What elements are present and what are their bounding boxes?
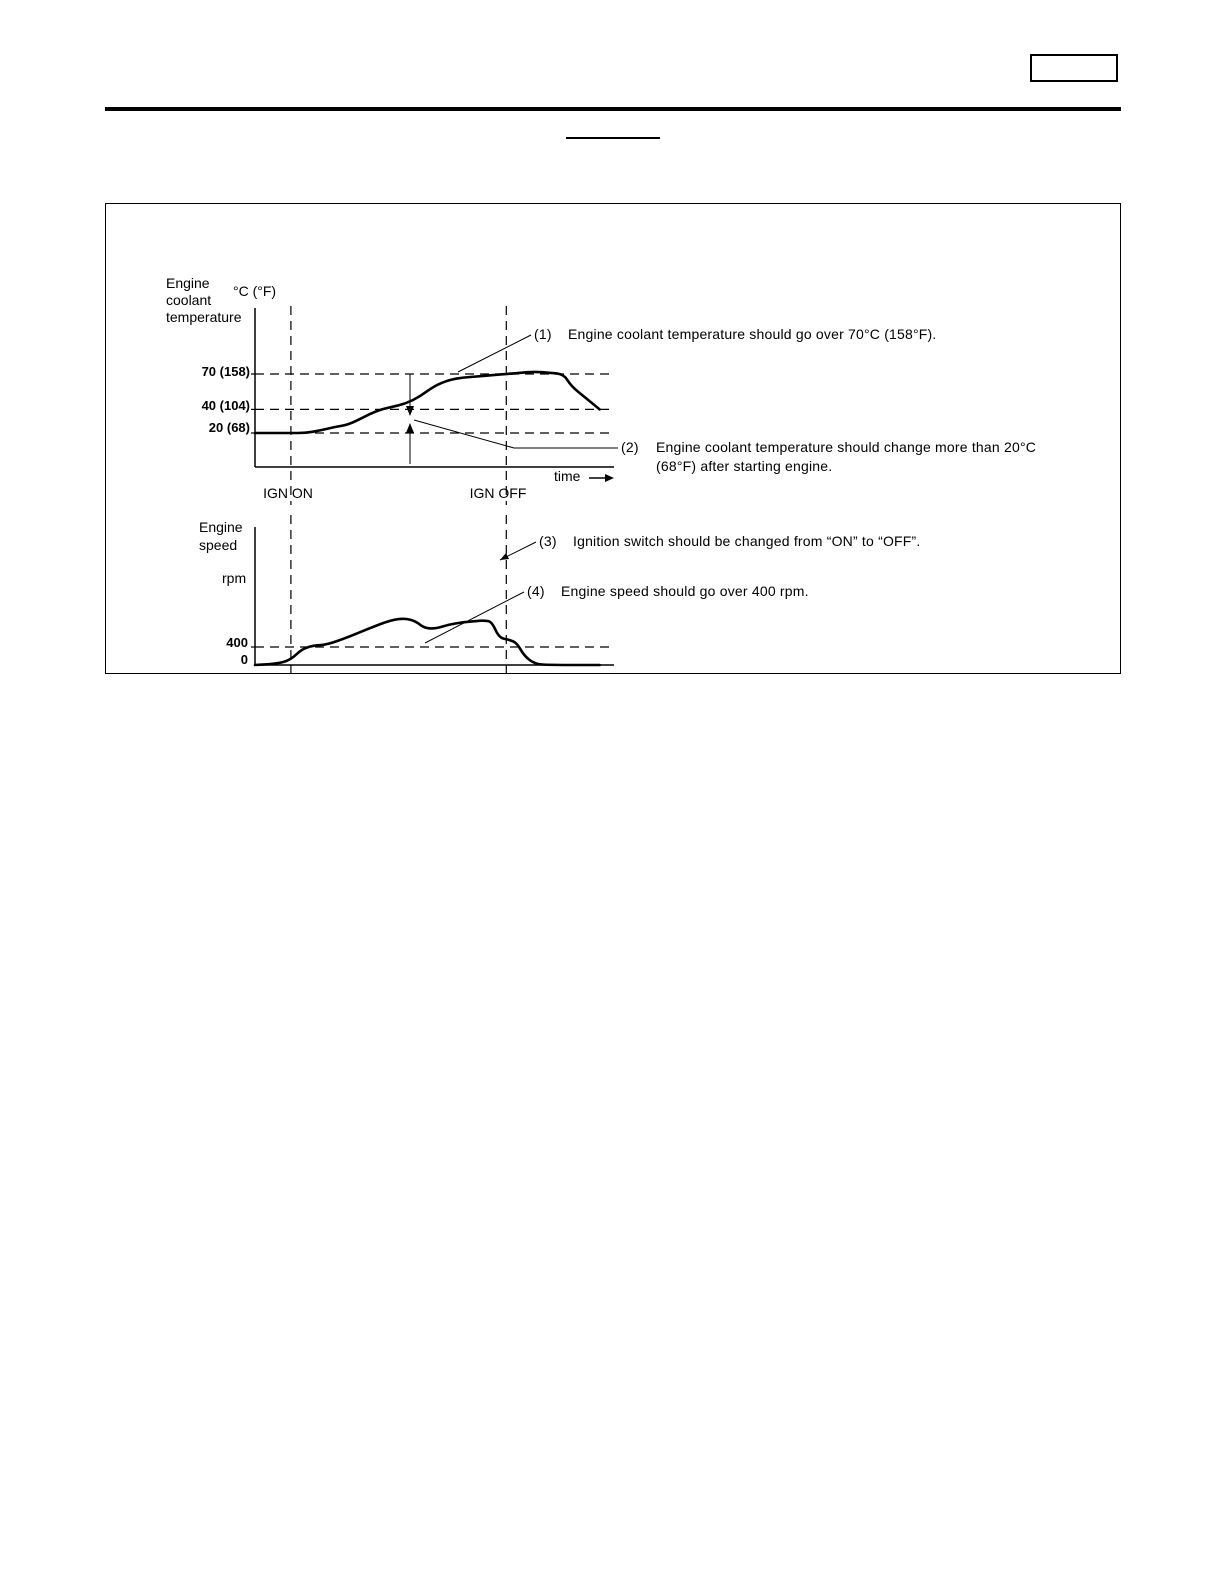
temp-tick-70: 70 (158) bbox=[201, 364, 250, 379]
note-3-label: (3) bbox=[539, 533, 557, 549]
note-4-label: (4) bbox=[527, 583, 545, 599]
temp-ylabel-line2: coolant bbox=[166, 292, 212, 308]
note-3-arrowhead bbox=[500, 553, 509, 560]
speed-tick-400: 400 bbox=[226, 635, 248, 650]
temp-ylabel-line3: temperature bbox=[166, 309, 242, 325]
delta-arrow-lower-head bbox=[406, 423, 414, 433]
note-2-label: (2) bbox=[621, 439, 639, 455]
temp-unit-label: °C (°F) bbox=[233, 283, 277, 299]
note-2-text-line2: (68°F) after starting engine. bbox=[656, 458, 833, 474]
speed-tick-0: 0 bbox=[240, 652, 248, 667]
speed-ylabel-line2: speed bbox=[199, 537, 238, 553]
speed-plot-area bbox=[251, 515, 614, 673]
delta-arrow-upper-head bbox=[406, 406, 414, 416]
temp-ylabel-line1: Engine bbox=[166, 275, 210, 291]
ign-on-label: IGN ON bbox=[263, 485, 313, 501]
time-axis-label: time bbox=[554, 468, 581, 484]
note-3-text: Ignition switch should be changed from “ON” to “OFF”. bbox=[573, 533, 921, 549]
note-4-leader bbox=[425, 592, 524, 643]
speed-unit-label: rpm bbox=[222, 570, 247, 586]
ign-off-label: IGN OFF bbox=[469, 485, 527, 501]
note-4-text: Engine speed should go over 400 rpm. bbox=[561, 583, 809, 599]
note-1-label: (1) bbox=[534, 326, 552, 342]
note-1-leader bbox=[458, 335, 531, 372]
note-1-text: Engine coolant temperature should go over 70°C (158°F). bbox=[568, 326, 937, 342]
temp-tick-20: 20 (68) bbox=[208, 420, 250, 435]
speed-ylabel-line1: Engine bbox=[199, 519, 243, 535]
temp-tick-40: 40 (104) bbox=[201, 398, 250, 413]
time-arrow-head bbox=[605, 474, 614, 482]
note-2-text-line1: Engine coolant temperature should change more than 20°C bbox=[656, 439, 1037, 455]
note-2-leader-b bbox=[414, 420, 514, 448]
